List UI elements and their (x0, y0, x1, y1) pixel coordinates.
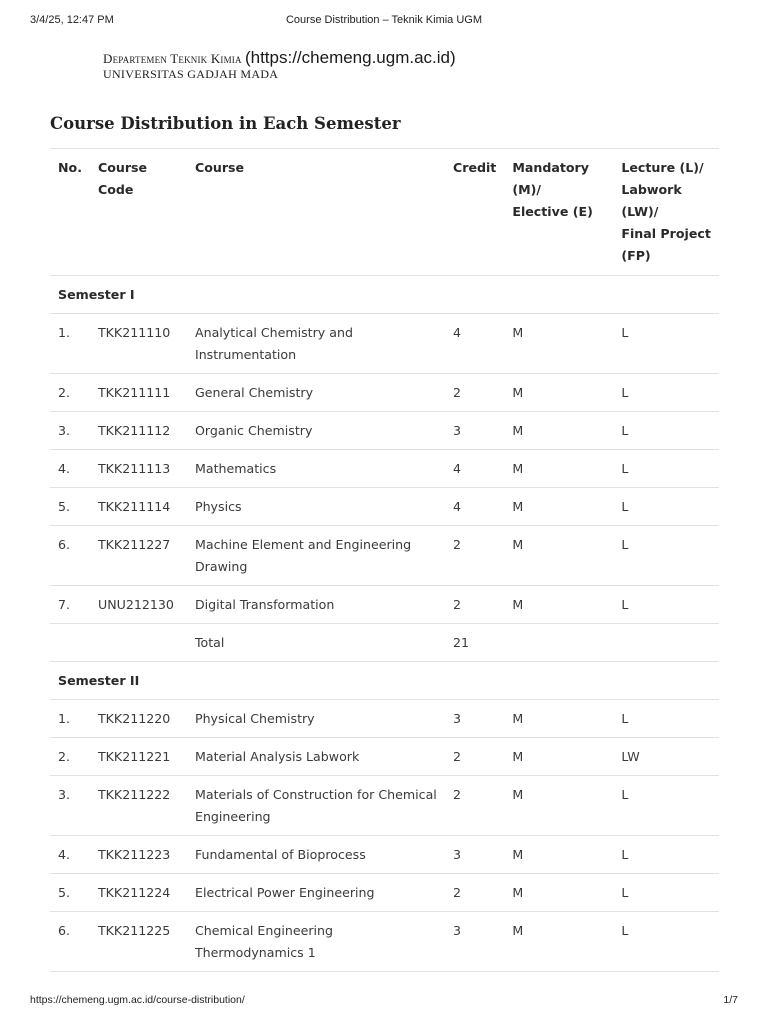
row-credit: 2 (445, 374, 504, 412)
print-page-number: 1/7 (723, 994, 738, 1006)
semester-label: Semester II (50, 662, 719, 700)
row-no: 5. (50, 488, 90, 526)
table-row (50, 488, 719, 526)
semester-row (50, 662, 719, 700)
row-credit: 3 (445, 912, 504, 972)
row-no: 3. (50, 776, 90, 836)
row-course: Chemical Engineering Thermodynamics 1 (187, 912, 445, 972)
row-type: LW (613, 738, 719, 776)
row-credit: 2 (445, 586, 504, 624)
row-credit: 4 (445, 314, 504, 374)
row-course: Physics (187, 488, 445, 526)
page-title: Course Distribution in Each Semester (50, 114, 401, 133)
header-course-type (613, 149, 719, 276)
row-type: L (613, 526, 719, 586)
header-course: Course (187, 149, 445, 276)
row-me: M (504, 700, 613, 738)
row-credit: 3 (445, 412, 504, 450)
row-no: 1. (50, 314, 90, 374)
row-type: L (613, 314, 719, 374)
table-header-row (50, 149, 719, 276)
row-course: Organic Chemistry (187, 412, 445, 450)
row-type: L (613, 450, 719, 488)
table-row (50, 874, 719, 912)
table-row (50, 412, 719, 450)
row-code: UNU212130 (90, 586, 187, 624)
row-credit: 4 (445, 450, 504, 488)
row-course: Fundamental of Bioprocess (187, 836, 445, 874)
course-table (50, 148, 719, 972)
row-credit: 2 (445, 776, 504, 836)
table-row (50, 776, 719, 836)
row-type: L (613, 586, 719, 624)
row-type: L (613, 912, 719, 972)
row-code: TKK211227 (90, 526, 187, 586)
row-me: M (504, 450, 613, 488)
row-type: L (613, 412, 719, 450)
site-url[interactable]: (https://chemeng.ugm.ac.id) (244, 48, 456, 67)
row-me: M (504, 314, 613, 374)
total-empty-no (50, 624, 90, 662)
row-code: TKK211114 (90, 488, 187, 526)
header-me-line1: Mandatory (M)/ (512, 160, 589, 197)
header-credit: Credit (445, 149, 504, 276)
row-credit: 3 (445, 836, 504, 874)
row-course: Analytical Chemistry and Instrumentation (187, 314, 445, 374)
row-course: General Chemistry (187, 374, 445, 412)
row-me: M (504, 526, 613, 586)
table-row (50, 700, 719, 738)
department-name: Departemen Teknik Kimia (103, 51, 242, 66)
row-code: TKK211224 (90, 874, 187, 912)
row-credit: 2 (445, 874, 504, 912)
row-type: L (613, 776, 719, 836)
row-type: L (613, 836, 719, 874)
table-row (50, 836, 719, 874)
total-empty-code (90, 624, 187, 662)
university-name: UNIVERSITAS GADJAH MADA (103, 67, 279, 81)
row-credit: 3 (445, 700, 504, 738)
row-code: TKK211112 (90, 412, 187, 450)
row-course: Machine Element and Engineering Drawing (187, 526, 445, 586)
header-course-code: Course Code (90, 149, 187, 276)
row-no: 7. (50, 586, 90, 624)
row-no: 4. (50, 836, 90, 874)
header-no: No. (50, 149, 90, 276)
row-code: TKK211225 (90, 912, 187, 972)
row-me: M (504, 586, 613, 624)
row-type: L (613, 374, 719, 412)
row-no: 6. (50, 526, 90, 586)
row-course: Material Analysis Labwork (187, 738, 445, 776)
row-code: TKK211110 (90, 314, 187, 374)
header-type-line1: Lecture (L)/ Labwork (LW)/ (621, 160, 704, 219)
table-row (50, 738, 719, 776)
print-page-title: Course Distribution – Teknik Kimia UGM (285, 14, 483, 26)
header-type-line2: Final Project (FP) (621, 226, 711, 263)
site-logo[interactable] (103, 50, 456, 81)
row-course: Materials of Construction for Chemical Engineering (187, 776, 445, 836)
row-no: 3. (50, 412, 90, 450)
row-type: L (613, 874, 719, 912)
row-type: L (613, 488, 719, 526)
row-no: 5. (50, 874, 90, 912)
row-course: Physical Chemistry (187, 700, 445, 738)
row-me: M (504, 776, 613, 836)
row-code: TKK211111 (90, 374, 187, 412)
total-credit: 21 (445, 624, 504, 662)
row-me: M (504, 412, 613, 450)
row-code: TKK211221 (90, 738, 187, 776)
header-me-line2: Elective (E) (512, 204, 593, 219)
total-label: Total (187, 624, 445, 662)
table-row (50, 586, 719, 624)
print-datetime: 3/4/25, 12:47 PM (30, 14, 114, 26)
total-empty-me (504, 624, 613, 662)
row-no: 2. (50, 374, 90, 412)
print-footer-url: https://chemeng.ugm.ac.id/course-distribution/ (30, 994, 245, 1006)
row-type: L (613, 700, 719, 738)
row-me: M (504, 836, 613, 874)
row-no: 6. (50, 912, 90, 972)
row-no: 2. (50, 738, 90, 776)
semester-row (50, 276, 719, 314)
row-course: Digital Transformation (187, 586, 445, 624)
table-row (50, 374, 719, 412)
semester-label: Semester I (50, 276, 719, 314)
row-code: TKK211113 (90, 450, 187, 488)
row-code: TKK211220 (90, 700, 187, 738)
row-me: M (504, 874, 613, 912)
header-mandatory-elective (504, 149, 613, 276)
row-credit: 4 (445, 488, 504, 526)
row-course: Electrical Power Engineering (187, 874, 445, 912)
row-me: M (504, 912, 613, 972)
table-row (50, 450, 719, 488)
row-me: M (504, 374, 613, 412)
row-course: Mathematics (187, 450, 445, 488)
total-row (50, 624, 719, 662)
total-empty-type (613, 624, 719, 662)
row-no: 1. (50, 700, 90, 738)
row-code: TKK211223 (90, 836, 187, 874)
row-credit: 2 (445, 526, 504, 586)
table-row (50, 314, 719, 374)
row-me: M (504, 488, 613, 526)
row-me: M (504, 738, 613, 776)
table-row (50, 526, 719, 586)
row-no: 4. (50, 450, 90, 488)
table-row (50, 912, 719, 972)
row-code: TKK211222 (90, 776, 187, 836)
row-credit: 2 (445, 738, 504, 776)
